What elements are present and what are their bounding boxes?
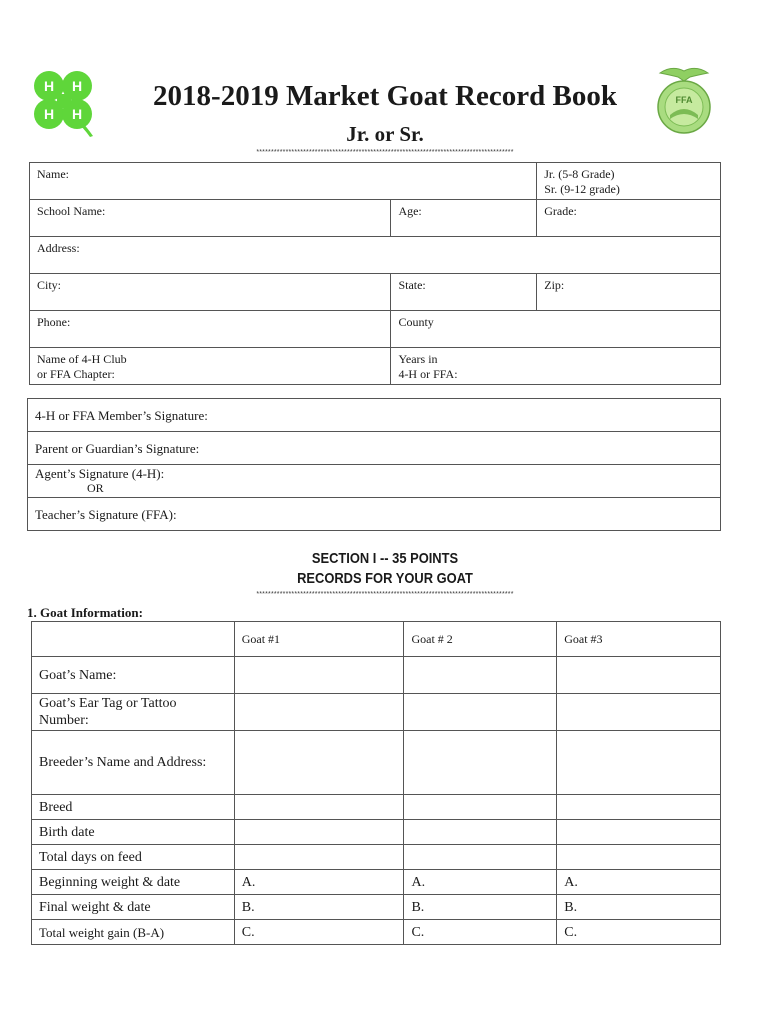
section-heading-points: SECTION I -- 35 POINTS [311, 550, 459, 567]
goat-breed-row-label: Breed [32, 795, 235, 820]
grade-field[interactable] [537, 200, 721, 237]
city-field[interactable] [30, 274, 391, 311]
goat-name-row-label: Goat’s Name: [32, 657, 235, 694]
phone-label: Phone: [37, 315, 71, 329]
age-field[interactable] [391, 200, 537, 237]
county-field[interactable] [391, 311, 721, 348]
signatures-table [27, 398, 721, 531]
goat3-breeder-input[interactable] [557, 731, 721, 795]
document-subtitle: Jr. or Sr. [346, 122, 424, 146]
goat-column-header: Goat # 2 [404, 622, 557, 657]
svg-text:H: H [71, 78, 83, 94]
goat3-breed-input[interactable] [557, 795, 721, 820]
svg-text:FFA: FFA [675, 95, 693, 105]
school-label: School Name: [37, 204, 106, 218]
goat-information-label: 1. Goat Information: [27, 605, 143, 620]
goat3-name-input[interactable] [557, 657, 721, 694]
goat3-birth-input[interactable] [557, 820, 721, 845]
agent-signature-label: Agent’s Signature (4-H): [35, 466, 165, 481]
member-info-table [29, 162, 721, 385]
goat2-tag-input[interactable] [404, 694, 557, 731]
teacher-signature-label: Teacher’s Signature (FFA): [35, 506, 177, 522]
phone-field[interactable] [30, 311, 391, 348]
club-label-line2: or FFA Chapter: [37, 367, 115, 381]
level-field[interactable] [537, 163, 721, 200]
name-field[interactable] [30, 163, 537, 200]
section-star-divider: **************************************************************************************** [256, 591, 514, 598]
goat-birth-row-label: Birth date [32, 820, 235, 845]
goat2-birth-input[interactable] [404, 820, 557, 845]
address-field[interactable] [30, 237, 721, 274]
svg-text:H: H [43, 78, 55, 94]
state-field[interactable] [391, 274, 537, 311]
goat1-begin-weight-input[interactable]: A. [234, 870, 404, 895]
name-label: Name: [37, 167, 69, 181]
goat3-weight-gain-input[interactable]: C. [557, 920, 721, 945]
years-label-line1: Years in [398, 352, 438, 366]
goat-information-table [31, 621, 721, 945]
4h-clover-logo-icon [27, 64, 101, 138]
document-title: 2018-2019 Market Goat Record Book [153, 80, 617, 112]
teacher-signature-field[interactable] [28, 498, 721, 531]
goat-header-blank [32, 622, 235, 657]
school-field[interactable] [30, 200, 391, 237]
goat2-final-weight-input[interactable]: B. [404, 895, 557, 920]
goat2-days-input[interactable] [404, 845, 557, 870]
agent-signature-field[interactable] [28, 465, 721, 498]
county-label: County [398, 315, 434, 329]
years-field[interactable] [391, 348, 721, 385]
years-label-line2: 4-H or FFA: [398, 367, 458, 381]
goat2-breed-input[interactable] [404, 795, 557, 820]
member-signature-label: 4-H or FFA Member’s Signature: [35, 407, 208, 423]
club-label-line1: Name of 4-H Club [37, 352, 127, 366]
section-heading-records: RECORDS FOR YOUR GOAT [297, 570, 473, 587]
goat3-days-input[interactable] [557, 845, 721, 870]
goat1-breeder-input[interactable] [234, 731, 404, 795]
goat1-days-input[interactable] [234, 845, 404, 870]
goat-final-weight-row-label: Final weight & date [32, 895, 235, 920]
goat-column-header: Goat #1 [234, 622, 404, 657]
svg-text:H: H [43, 106, 55, 122]
goat3-tag-input[interactable] [557, 694, 721, 731]
goat1-weight-gain-input[interactable]: C. [234, 920, 404, 945]
age-label: Age: [398, 204, 422, 218]
goat-weight-gain-row-label: Total weight gain (B-A) [32, 920, 235, 945]
goat-days-row-label: Total days on feed [32, 845, 235, 870]
parent-signature-field[interactable] [28, 432, 721, 465]
goat1-birth-input[interactable] [234, 820, 404, 845]
goat1-tag-input[interactable] [234, 694, 404, 731]
state-label: State: [398, 278, 426, 292]
club-field[interactable] [30, 348, 391, 385]
goat-breeder-row-label: Breeder’s Name and Address: [32, 731, 235, 795]
zip-field[interactable] [537, 274, 721, 311]
goat3-begin-weight-input[interactable]: A. [557, 870, 721, 895]
goat-column-header: Goat #3 [557, 622, 721, 657]
city-label: City: [37, 278, 62, 292]
star-divider: **************************************************************************************** [256, 149, 514, 156]
goat1-breed-input[interactable] [234, 795, 404, 820]
goat2-name-input[interactable] [404, 657, 557, 694]
parent-signature-label: Parent or Guardian’s Signature: [35, 440, 200, 456]
level-sr-label: Sr. (9-12 grade) [544, 182, 620, 196]
address-label: Address: [37, 241, 80, 255]
level-jr-label: Jr. (5-8 Grade) [544, 167, 615, 181]
goat-begin-weight-row-label: Beginning weight & date [32, 870, 235, 895]
member-signature-field[interactable] [28, 399, 721, 432]
goat3-final-weight-input[interactable]: B. [557, 895, 721, 920]
or-label: OR [87, 481, 104, 495]
goat1-name-input[interactable] [234, 657, 404, 694]
grade-label: Grade: [544, 204, 577, 218]
goat1-final-weight-input[interactable]: B. [234, 895, 404, 920]
goat2-begin-weight-input[interactable]: A. [404, 870, 557, 895]
goat2-breeder-input[interactable] [404, 731, 557, 795]
zip-label: Zip: [544, 278, 565, 292]
goat-tag-row-label: Goat’s Ear Tag or Tattoo Number: [32, 694, 235, 731]
goat2-weight-gain-input[interactable]: C. [404, 920, 557, 945]
svg-text:H: H [71, 106, 83, 122]
